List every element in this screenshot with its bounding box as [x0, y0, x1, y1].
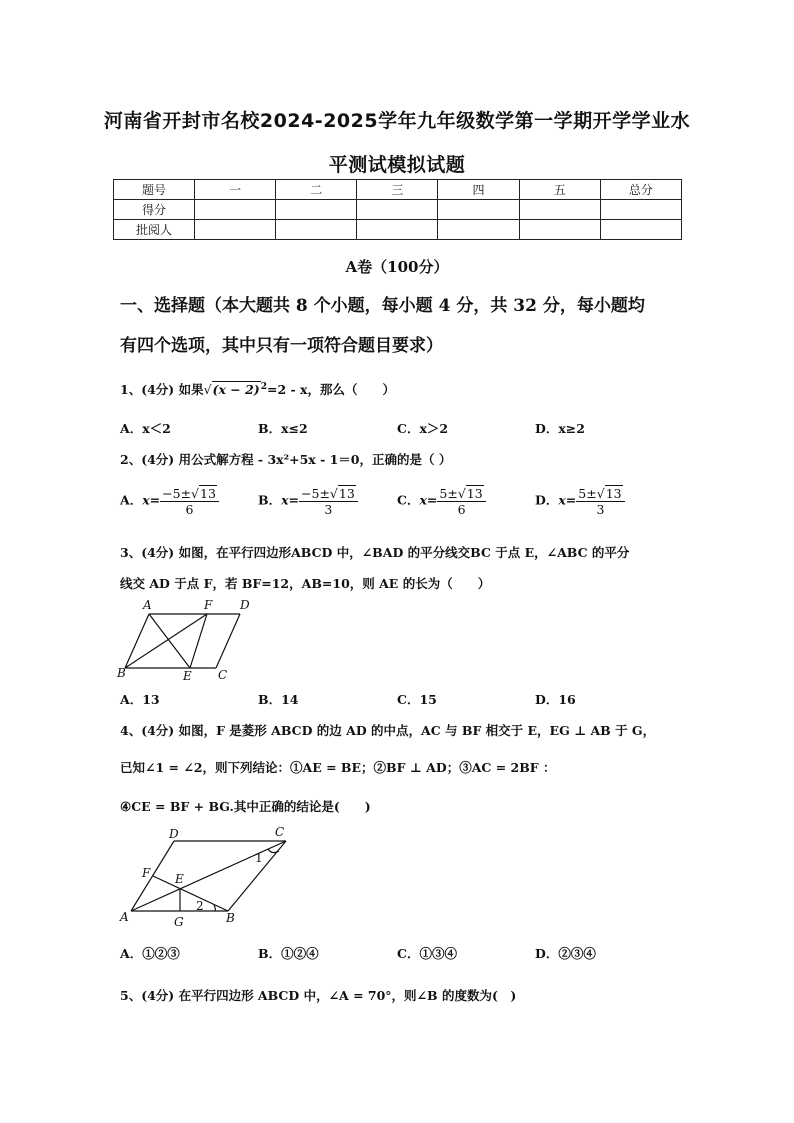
q2-option-label: B．	[258, 492, 282, 508]
q4-label-c: C	[275, 825, 285, 839]
q2-option-var: x=	[142, 492, 161, 508]
q4-label-angle-1: 1	[255, 851, 263, 865]
q3-label-b: B	[117, 666, 126, 680]
q4-option-b[interactable]: B．①②④	[258, 946, 319, 961]
q1-exponent: 2	[260, 381, 267, 392]
q3-option-d[interactable]: D．16	[535, 692, 576, 707]
q4-label-d: D	[169, 827, 179, 841]
q4-label-e: E	[175, 872, 184, 886]
q2-num-sign: 5±	[578, 486, 597, 501]
q4-side-da	[131, 841, 174, 911]
q3-segment-ae	[149, 614, 190, 668]
question-2-stem: 2、(4分) 用公式解方程 - 3x²+5x - 1＝0，正确的是（ ）	[120, 452, 452, 467]
question-3-stem-line1: 3、(4分) 如图，在平行四边形ABCD 中，∠BAD 的平分线交BC 于点 E，∠ABC 的平分	[120, 545, 630, 560]
q1-prefix: 1、(4分) 如果	[120, 382, 204, 397]
q3-label-d: D	[240, 598, 250, 612]
q1-suffix: =2 - x，那么（ ）	[266, 382, 395, 397]
q3-option-a[interactable]: A．13	[120, 692, 160, 707]
score-header-cell: 三	[357, 180, 438, 200]
q2-option-var: x=	[419, 492, 438, 508]
q4-option-c[interactable]: C．①③④	[397, 946, 457, 961]
exam-title-line2: 平测试模拟试题	[328, 154, 466, 176]
q4-option-d[interactable]: D．②③④	[535, 946, 596, 961]
score-row-label: 批阅人	[114, 220, 195, 240]
q2-num-sign: 5±	[439, 486, 458, 501]
question-4-stem-line3: ④CE = BF + BG.其中正确的结论是( )	[120, 799, 371, 814]
q4-segment-bf	[153, 876, 228, 911]
q3-side-dc	[216, 614, 240, 668]
score-row-label: 得分	[114, 200, 195, 220]
q3-label-a: A	[143, 598, 152, 612]
q2-den: 6	[185, 502, 194, 517]
section-a-heading: A卷（100分）	[345, 258, 449, 276]
q2-root: 13	[466, 486, 483, 501]
q2-den: 3	[324, 502, 333, 517]
q2-option-label: A．	[120, 492, 143, 508]
q3-label-e: E	[183, 669, 192, 683]
q3-label-f: F	[204, 598, 213, 612]
q4-label-angle-2: 2	[196, 899, 204, 913]
part1-heading-line1: 一、选择题（本大题共 8 个小题，每小题 4 分，共 32 分，每小题均	[120, 296, 645, 316]
q3-label-c: C	[218, 668, 228, 682]
score-header-cell: 题号	[114, 180, 195, 200]
part1-heading-line2: 有四个选项，其中只有一项符合题目要求）	[120, 336, 443, 356]
q2-option-label: C．	[397, 492, 420, 508]
q2-option-var: x=	[558, 492, 577, 508]
q3-option-c[interactable]: C．15	[397, 692, 437, 707]
q4-label-g: G	[174, 915, 184, 929]
q2-option-fraction: $\frac{5\pm√13}{6}$	[437, 485, 485, 517]
question-4-stem-line2: 已知∠1 = ∠2，则下列结论：①AE = BE；②BF ⊥ AD；③AC = 2BF ：	[120, 760, 556, 775]
q4-label-b: B	[226, 911, 235, 925]
q4-option-a[interactable]: A．①②③	[120, 946, 180, 961]
score-header-cell: 一	[195, 180, 276, 200]
q1-option-c[interactable]: C．x＞2	[397, 421, 449, 436]
q2-root: 13	[200, 486, 216, 501]
q2-option-fraction: $\frac{5\pm√13}{3}$	[576, 485, 624, 517]
q1-radicand: (x − 2)	[212, 382, 260, 397]
score-header-cell: 四	[438, 180, 519, 200]
question-5-stem: 5、(4分) 在平行四边形 ABCD 中，∠A = 70°，则∠B 的度数为( )	[120, 988, 517, 1003]
question-4-stem-line1: 4、(4分) 如图，F 是菱形 ABCD 的边 AD 的中点，AC 与 BF 相交于 E，EG ⊥ AB 于 G，	[120, 723, 656, 738]
question-1-stem: 1、(4分) 如果$√(x - 2)^2=2 - x$，那么（ ）	[120, 381, 395, 397]
q1-option-b[interactable]: B．x≤2	[258, 421, 308, 436]
question-3-stem-line2: 线交 AD 于点 F，若 BF=12，AB=10，则 AE 的长为（ ）	[120, 576, 491, 591]
exam-title-line1: 河南省开封市名校2024-2025学年九年级数学第一学期开学学业水	[103, 110, 691, 132]
q4-label-a: A	[120, 910, 129, 924]
q4-angle-2-arc	[214, 905, 215, 911]
score-header-cell: 二	[276, 180, 357, 200]
q2-den: 6	[457, 502, 466, 517]
q2-den: 3	[596, 502, 605, 517]
q2-option-fraction: $\frac{-5\pm√13}{3}$	[299, 485, 358, 517]
q2-num-sign: −5±	[162, 486, 192, 501]
q2-option-var: x=	[281, 492, 300, 508]
q1-option-d[interactable]: D．x≥2	[535, 421, 585, 436]
q2-option-label: D．	[535, 492, 559, 508]
q2-root: 13	[338, 486, 355, 501]
score-header-cell: 五	[519, 180, 600, 200]
q2-num-sign: −5±	[301, 486, 330, 501]
q1-option-a[interactable]: A．x＜2	[120, 421, 171, 436]
q3-option-b[interactable]: B．14	[258, 692, 299, 707]
q3-segment-fe	[190, 614, 207, 668]
q2-root: 13	[605, 486, 622, 501]
q2-option-fraction: $\frac{-5\pm√13}{6}$	[160, 485, 219, 517]
score-header-cell: 总分	[600, 180, 681, 200]
q4-label-f: F	[142, 866, 151, 880]
